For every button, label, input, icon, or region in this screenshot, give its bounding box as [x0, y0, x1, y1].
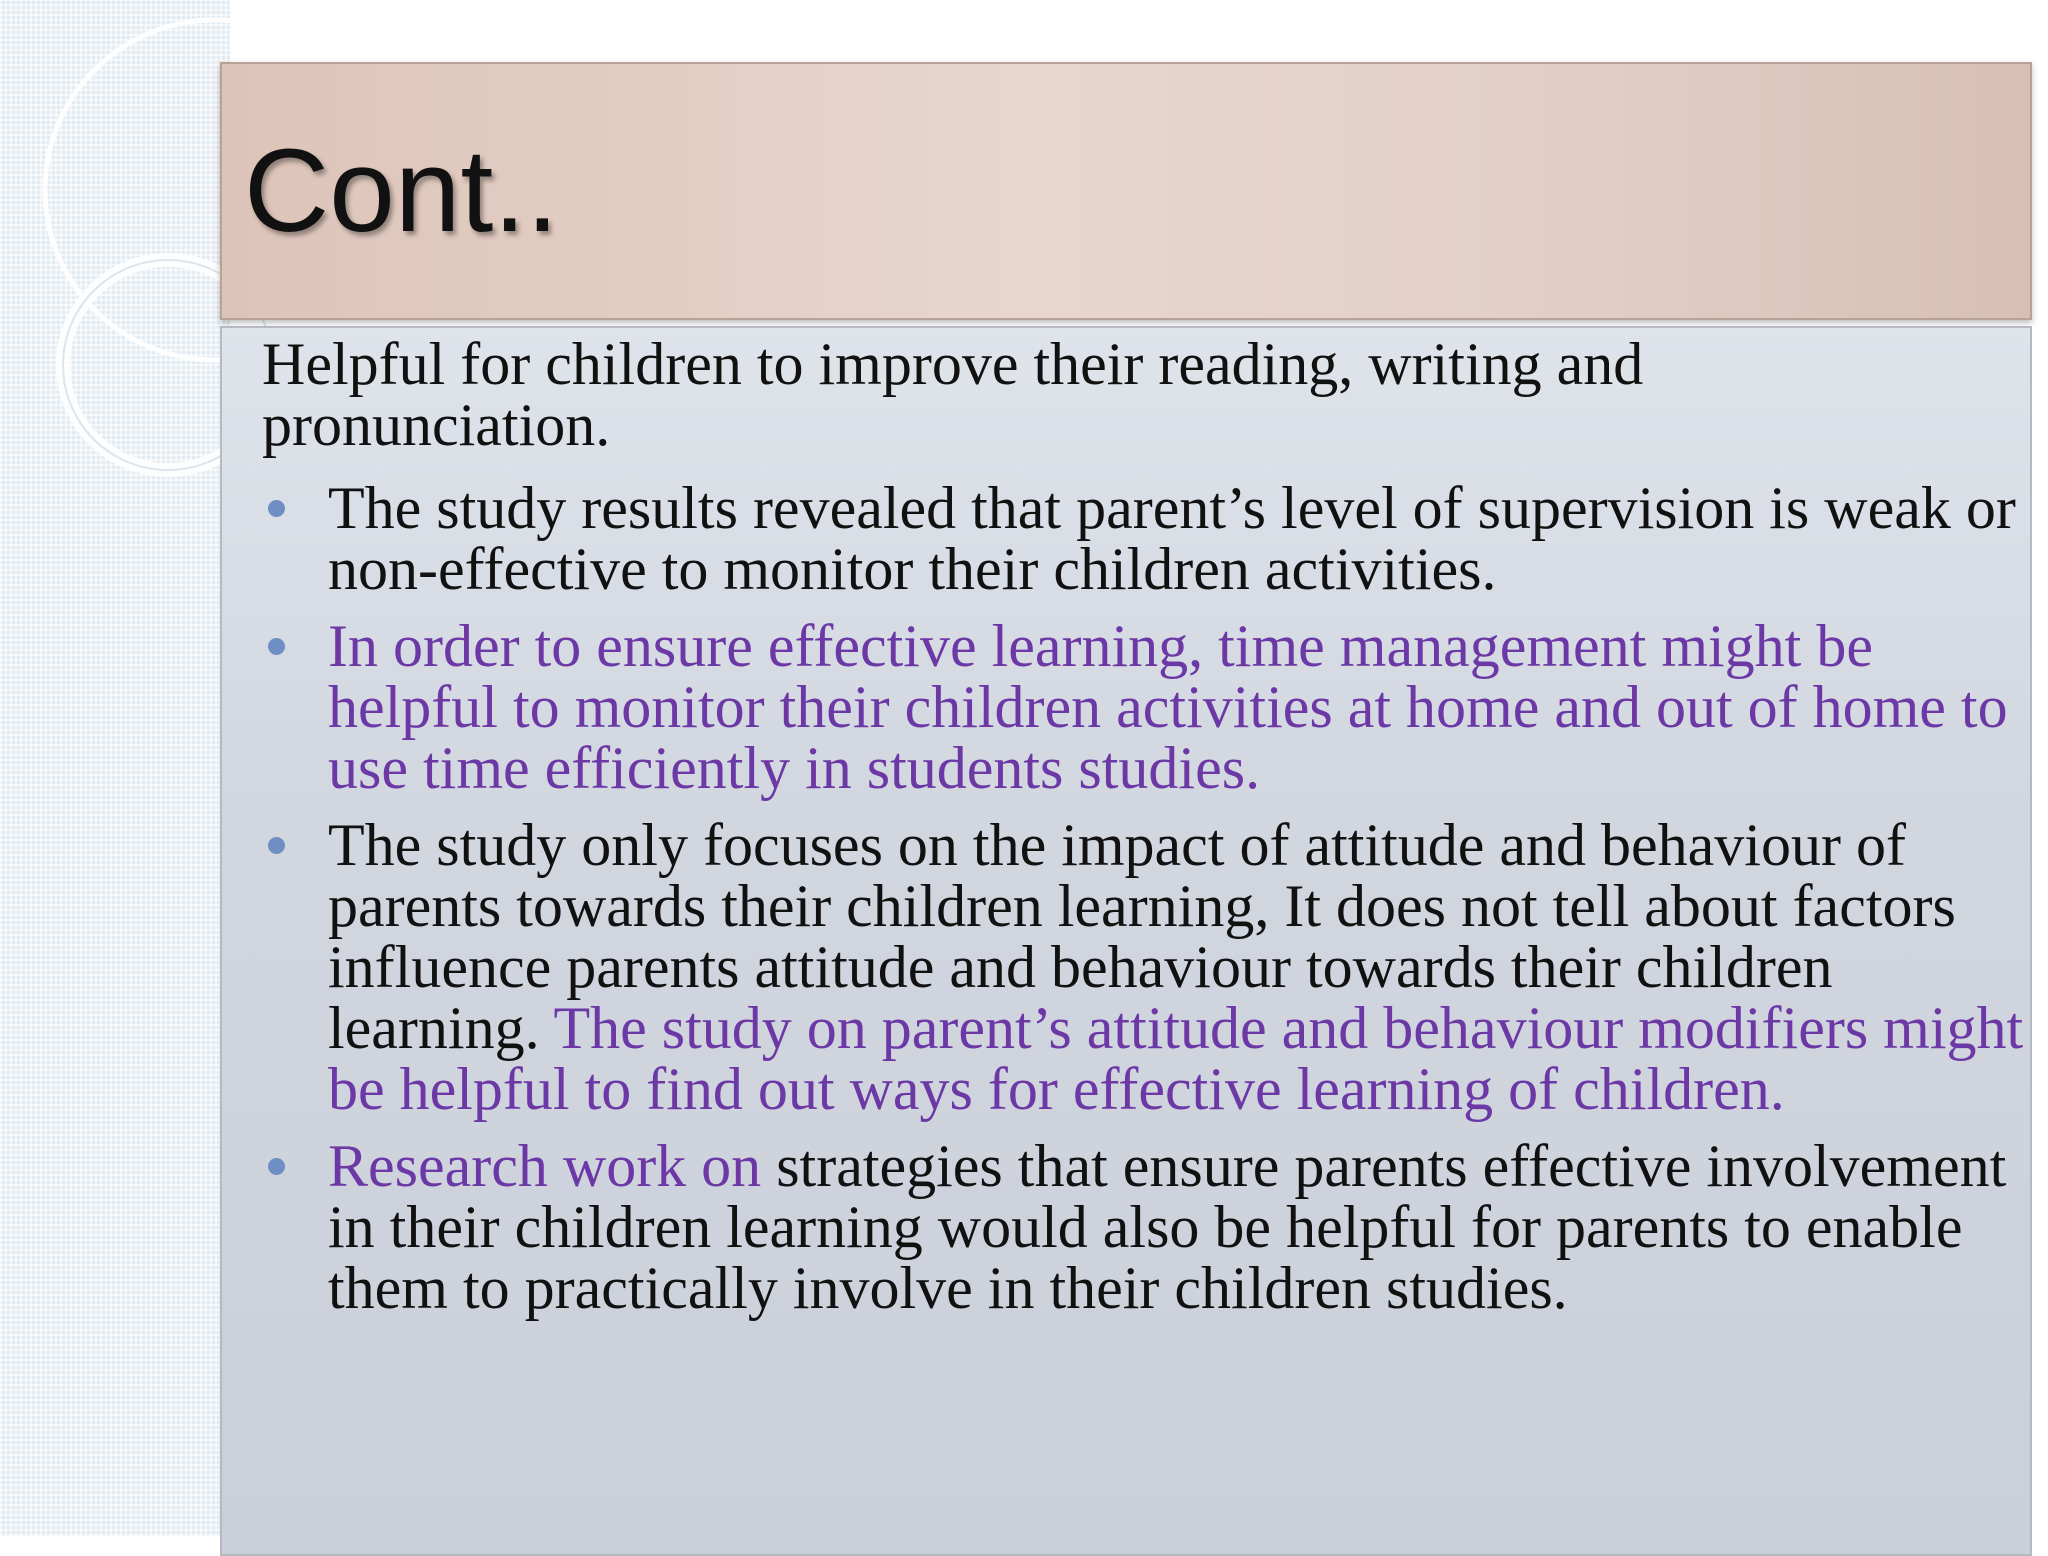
bullet-text-highlight: Research work on — [328, 1133, 777, 1199]
bullet-item — [262, 613, 2032, 801]
bullet-text-highlight: The study on parent’s attitude and behaviour modifiers might be helpful to find out ways for effective learning of children. — [328, 995, 2024, 1122]
intro-text: Helpful for children to improve their reading, writing and pronunciation. — [262, 331, 1644, 458]
bullet-text: The study results revealed that parent’s level of supervision is weak or non-effective to monitor their children activities. — [328, 475, 2016, 602]
top-margin — [230, 0, 2048, 62]
bullet-list — [262, 475, 2032, 1335]
slide-title: Cont.. — [244, 125, 559, 257]
bullet-item — [262, 475, 2032, 602]
bullet-item — [262, 1133, 2032, 1321]
content-panel — [220, 326, 2032, 1556]
bullet-dot-icon — [268, 837, 285, 854]
title-bar — [220, 62, 2032, 320]
bullet-text: The study only focuses on the impact of attitude and behaviour of parents towards their children learning, It does not tell about factors influence parents attitude and behaviour towards their children learning. — [328, 812, 1956, 1061]
bullet-text: strategies that ensure parents effective involvement in their children learning would also be helpful for parents to enable them to practically involve in their children studies. — [328, 1133, 2007, 1321]
bullet-dot-icon — [268, 1158, 285, 1175]
bullet-dot-icon — [268, 638, 285, 655]
bullet-item — [262, 812, 2032, 1122]
bullet-dot-icon — [268, 500, 285, 517]
bullet-text-highlight: In order to ensure effective learning, time management might be helpful to monitor their children activities at home and out of home to use time efficiently in students studies. — [328, 613, 2008, 801]
